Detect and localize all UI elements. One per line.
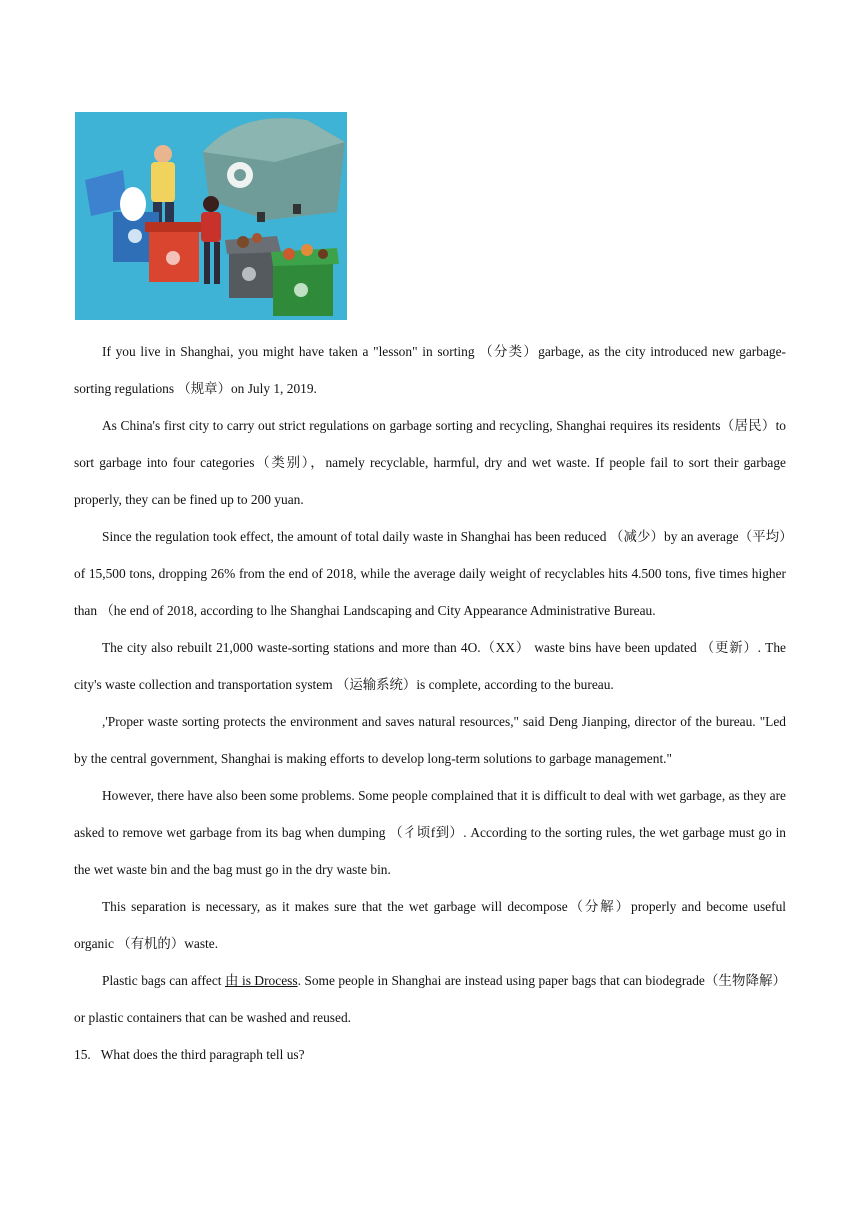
underlined-phrase: 由 is Drocess — [225, 973, 298, 988]
question-text: What does the third paragraph tell us? — [100, 1047, 305, 1062]
paragraph-2: As China's first city to carry out strict regulations on garbage sorting and recycling, Shanghai requires its residents（居民）to sort garbage into four categories（类别），namely recyclable, harmful, dry and wet waste. If people fail to sort their garbage properly, they can be fined up to 200 yuan. — [74, 418, 786, 507]
paragraph-8 — [74, 962, 786, 1036]
paragraph-3: Since the regulation took effect, the amount of total daily waste in Shanghai has been reduced （减少）by an average（平均）of 15,500 tons, dropping 26% from the end of 2018, while the average daily weight of recyclables hits 4.500 tons, five times higher than （he end of 2018, according to lhe Shanghai Landscaping and City Appearance Administrative Bureau. — [74, 529, 786, 618]
paragraph-1: If you live in Shanghai, you might have taken a "lesson" in sorting （分类）garbage, as the city introduced new garbage-sorting regulations （规章）on July 1, 2019. — [74, 344, 786, 396]
article-text — [74, 333, 786, 1073]
paragraph-4: The city also rebuilt 21,000 waste-sorting stations and more than 4O.（XX） waste bins have been updated （更新）. The city's waste collection and transportation system （运输系统）is complete, according to the bureau. — [74, 640, 786, 692]
garbage-bins-icon — [75, 112, 347, 320]
paragraph-6: However, there have also been some problems. Some people complained that it is difficult to deal with wet garbage, as they are asked to remove wet garbage from its bag when dumping （彳顷f到）. According to the sorting rules, the wet garbage must go in the wet waste bin and the bag must go in the dry waste bin. — [74, 788, 786, 877]
paragraph-8-start: Plastic bags can affect — [102, 973, 225, 988]
question-15 — [74, 1036, 786, 1073]
paragraph-7: This separation is necessary, as it makes sure that the wet garbage will decompose（分解）properly and become useful organic （有机的）waste. — [74, 899, 786, 951]
question-number: 15. — [74, 1047, 91, 1062]
garbage-sorting-illustration — [75, 112, 347, 320]
paragraph-5: ,'Proper waste sorting protects the environment and saves natural resources," said Deng Jianping, director of the bureau. "Led by the central government, Shanghai is making efforts to develop long-term solutions to garbage management." — [74, 714, 786, 766]
paragraph-8-end: . Some people in Shanghai are instead using paper bags that can biodegrade（生物降解）or plastic containers that can be washed and reused. — [74, 973, 787, 1025]
